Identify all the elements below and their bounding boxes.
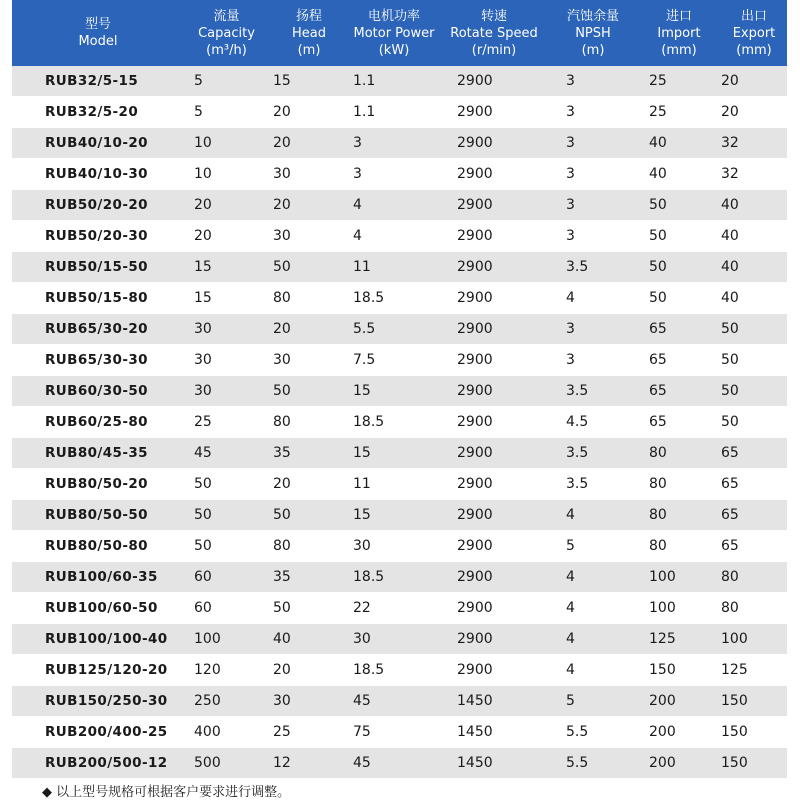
cell-motor-power: 75 [353,724,371,740]
cell-capacity: 30 [194,321,212,337]
cell-motor-power: 4 [353,197,362,213]
cell-head: 35 [273,569,291,585]
cell-capacity: 120 [194,662,221,678]
cell-motor-power: 15 [353,445,371,461]
cell-import: 100 [649,569,676,585]
cell-npsh: 5.5 [566,755,589,771]
header-cn: 进口 [665,8,692,24]
footnote: ◆ 以上型号规格可根据客户要求进行调整。 [42,785,291,800]
cell-motor-power: 18.5 [353,569,385,585]
cell-capacity: 30 [194,352,212,368]
cell-npsh: 4 [566,600,575,616]
cell-model: RUB50/15-50 [45,259,148,275]
cell-npsh: 3.5 [566,476,589,492]
cell-export: 150 [721,693,748,709]
cell-export: 65 [721,445,739,461]
cell-export: 50 [721,321,739,337]
cell-capacity: 250 [194,693,221,709]
cell-motor-power: 7.5 [353,352,376,368]
cell-export: 50 [721,414,739,430]
cell-export: 65 [721,476,739,492]
cell-head: 20 [273,104,291,120]
cell-npsh: 5 [566,538,575,554]
cell-export: 32 [721,135,739,151]
cell-capacity: 60 [194,600,212,616]
header-en: Head [292,25,326,41]
cell-capacity: 45 [194,445,212,461]
cell-capacity: 10 [194,135,212,151]
header-unit: (m) [581,42,605,58]
cell-motor-power: 5.5 [353,321,376,337]
header-capacity [184,0,269,66]
cell-import: 80 [649,476,667,492]
cell-motor-power: 45 [353,755,371,771]
header-npsh [549,0,637,66]
header-motor-power [349,0,439,66]
cell-head: 25 [273,724,291,740]
cell-head: 50 [273,259,291,275]
cell-motor-power: 22 [353,600,371,616]
table-row [12,252,787,283]
cell-import: 200 [649,724,676,740]
cell-motor-power: 18.5 [353,662,385,678]
cell-export: 32 [721,166,739,182]
cell-export: 40 [721,228,739,244]
cell-rotate-speed: 2900 [457,104,493,120]
cell-head: 20 [273,662,291,678]
cell-rotate-speed: 2900 [457,445,493,461]
cell-npsh: 3 [566,228,575,244]
cell-head: 50 [273,507,291,523]
table-body [12,66,787,779]
cell-capacity: 15 [194,259,212,275]
table-row [12,717,787,748]
cell-export: 20 [721,73,739,89]
cell-rotate-speed: 2900 [457,197,493,213]
header-cn: 型号 [84,17,111,32]
cell-export: 20 [721,104,739,120]
table-row [12,190,787,221]
cell-npsh: 3 [566,352,575,368]
cell-model: RUB150/250-30 [45,693,168,709]
cell-model: RUB40/10-30 [45,166,148,182]
table-row [12,97,787,128]
table-row [12,500,787,531]
table-row [12,159,787,190]
table-row [12,66,787,97]
cell-head: 80 [273,538,291,554]
cell-motor-power: 3 [353,166,362,182]
cell-export: 100 [721,631,748,647]
header-en: Export [732,25,776,41]
cell-rotate-speed: 2900 [457,507,493,523]
cell-npsh: 5.5 [566,724,589,740]
header-en: NPSH [575,25,611,41]
cell-capacity: 10 [194,166,212,182]
cell-rotate-speed: 2900 [457,259,493,275]
table-row [12,128,787,159]
table-row [12,345,787,376]
cell-head: 30 [273,693,291,709]
cell-npsh: 3 [566,321,575,337]
cell-rotate-speed: 1450 [457,724,493,740]
header-rotate-speed [439,0,549,66]
cell-rotate-speed: 2900 [457,600,493,616]
table-row [12,469,787,500]
cell-rotate-speed: 2900 [457,476,493,492]
cell-capacity: 30 [194,383,212,399]
cell-rotate-speed: 2900 [457,73,493,89]
cell-npsh: 3 [566,104,575,120]
cell-export: 50 [721,383,739,399]
cell-head: 80 [273,290,291,306]
cell-rotate-speed: 1450 [457,693,493,709]
header-head [269,0,349,66]
cell-import: 50 [649,197,667,213]
cell-import: 65 [649,352,667,368]
cell-motor-power: 30 [353,631,371,647]
cell-model: RUB80/45-35 [45,445,148,461]
cell-npsh: 4 [566,662,575,678]
cell-model: RUB32/5-20 [45,104,139,120]
table-row [12,655,787,686]
cell-model: RUB80/50-80 [45,538,148,554]
cell-rotate-speed: 2900 [457,383,493,399]
table-row [12,748,787,779]
cell-rotate-speed: 2900 [457,662,493,678]
cell-export: 50 [721,352,739,368]
cell-model: RUB50/20-30 [45,228,148,244]
cell-model: RUB100/60-35 [45,569,158,585]
cell-capacity: 5 [194,104,203,120]
header-en: Motor Power [353,25,435,41]
cell-import: 150 [649,662,676,678]
cell-motor-power: 1.1 [353,73,376,89]
cell-model: RUB100/60-50 [45,600,158,616]
cell-export: 40 [721,197,739,213]
table-row [12,283,787,314]
cell-capacity: 60 [194,569,212,585]
header-unit: (r/min) [471,42,517,58]
cell-rotate-speed: 2900 [457,414,493,430]
table-row [12,686,787,717]
cell-model: RUB80/50-20 [45,476,148,492]
cell-motor-power: 45 [353,693,371,709]
cell-npsh: 3 [566,135,575,151]
cell-export: 65 [721,507,739,523]
cell-npsh: 5 [566,693,575,709]
cell-import: 25 [649,73,667,89]
cell-rotate-speed: 2900 [457,166,493,182]
cell-capacity: 20 [194,197,212,213]
cell-model: RUB200/500-12 [45,755,168,771]
cell-npsh: 3 [566,166,575,182]
cell-model: RUB60/25-80 [45,414,148,430]
header-model [12,0,184,66]
cell-capacity: 50 [194,476,212,492]
cell-npsh: 4 [566,507,575,523]
cell-motor-power: 18.5 [353,414,385,430]
cell-rotate-speed: 2900 [457,290,493,306]
cell-import: 100 [649,600,676,616]
header-unit: (m³/h) [206,42,247,58]
cell-motor-power: 11 [353,259,371,275]
cell-npsh: 4 [566,631,575,647]
cell-capacity: 15 [194,290,212,306]
header-export [721,0,787,66]
cell-capacity: 50 [194,507,212,523]
cell-rotate-speed: 2900 [457,228,493,244]
cell-import: 40 [649,166,667,182]
cell-head: 40 [273,631,291,647]
table-row [12,407,787,438]
header-en: Capacity [198,25,255,41]
table-header [12,0,787,66]
cell-motor-power: 4 [353,228,362,244]
cell-motor-power: 18.5 [353,290,385,306]
header-import [637,0,721,66]
table-row [12,624,787,655]
cell-capacity: 400 [194,724,221,740]
cell-head: 35 [273,445,291,461]
cell-import: 50 [649,259,667,275]
cell-motor-power: 15 [353,383,371,399]
header-cn: 汽蚀余量 [566,8,619,24]
cell-import: 50 [649,228,667,244]
cell-import: 200 [649,693,676,709]
cell-npsh: 4.5 [566,414,589,430]
cell-capacity: 20 [194,228,212,244]
cell-model: RUB32/5-15 [45,73,139,89]
cell-rotate-speed: 2900 [457,538,493,554]
cell-capacity: 100 [194,631,221,647]
cell-npsh: 4 [566,569,575,585]
cell-motor-power: 11 [353,476,371,492]
cell-rotate-speed: 1450 [457,755,493,771]
cell-head: 20 [273,321,291,337]
header-unit: (kW) [378,42,410,58]
cell-rotate-speed: 2900 [457,569,493,585]
cell-head: 15 [273,73,291,89]
cell-import: 65 [649,321,667,337]
cell-head: 50 [273,383,291,399]
cell-export: 40 [721,259,739,275]
cell-head: 20 [273,476,291,492]
cell-model: RUB100/100-40 [45,631,168,647]
cell-capacity: 25 [194,414,212,430]
table-row [12,314,787,345]
cell-export: 65 [721,538,739,554]
cell-model: RUB60/30-50 [45,383,148,399]
table-row [12,593,787,624]
cell-head: 20 [273,197,291,213]
cell-rotate-speed: 2900 [457,135,493,151]
cell-head: 20 [273,135,291,151]
cell-export: 125 [721,662,748,678]
cell-import: 40 [649,135,667,151]
cell-head: 30 [273,166,291,182]
cell-rotate-speed: 2900 [457,321,493,337]
cell-model: RUB50/20-20 [45,197,148,213]
header-cn: 流量 [213,8,240,24]
table-row [12,376,787,407]
cell-export: 80 [721,569,739,585]
header-unit: (mm) [736,42,772,58]
cell-import: 25 [649,104,667,120]
cell-import: 80 [649,538,667,554]
header-unit: (m) [297,42,321,58]
cell-head: 12 [273,755,291,771]
cell-motor-power: 30 [353,538,371,554]
header-cn: 扬程 [295,8,322,24]
header-cn: 转速 [480,8,507,24]
cell-motor-power: 15 [353,507,371,523]
cell-export: 80 [721,600,739,616]
cell-import: 50 [649,290,667,306]
cell-npsh: 3.5 [566,383,589,399]
cell-npsh: 4 [566,290,575,306]
cell-motor-power: 3 [353,135,362,151]
cell-model: RUB65/30-30 [45,352,148,368]
cell-model: RUB80/50-50 [45,507,148,523]
cell-import: 125 [649,631,676,647]
table-row [12,531,787,562]
header-en: Model [78,34,118,49]
cell-import: 65 [649,383,667,399]
cell-rotate-speed: 2900 [457,352,493,368]
cell-export: 150 [721,724,748,740]
cell-import: 65 [649,414,667,430]
cell-rotate-speed: 2900 [457,631,493,647]
cell-head: 30 [273,352,291,368]
cell-export: 150 [721,755,748,771]
header-cn: 电机功率 [367,8,420,24]
cell-import: 200 [649,755,676,771]
cell-head: 30 [273,228,291,244]
spec-table [12,0,787,779]
table-row [12,221,787,252]
cell-export: 40 [721,290,739,306]
table-row [12,438,787,469]
cell-import: 80 [649,445,667,461]
cell-npsh: 3 [566,197,575,213]
cell-capacity: 5 [194,73,203,89]
cell-import: 80 [649,507,667,523]
cell-npsh: 3 [566,73,575,89]
table-row [12,562,787,593]
cell-head: 80 [273,414,291,430]
cell-capacity: 50 [194,538,212,554]
header-en: Import [657,25,701,41]
header-en: Rotate Speed [450,25,538,41]
cell-capacity: 500 [194,755,221,771]
cell-npsh: 3.5 [566,259,589,275]
cell-motor-power: 1.1 [353,104,376,120]
cell-npsh: 3.5 [566,445,589,461]
header-unit: (mm) [661,42,697,58]
cell-model: RUB50/15-80 [45,290,148,306]
header-cn: 出口 [740,8,767,24]
cell-model: RUB40/10-20 [45,135,148,151]
cell-head: 50 [273,600,291,616]
cell-model: RUB200/400-25 [45,724,168,740]
cell-model: RUB125/120-20 [45,662,168,678]
cell-model: RUB65/30-20 [45,321,148,337]
